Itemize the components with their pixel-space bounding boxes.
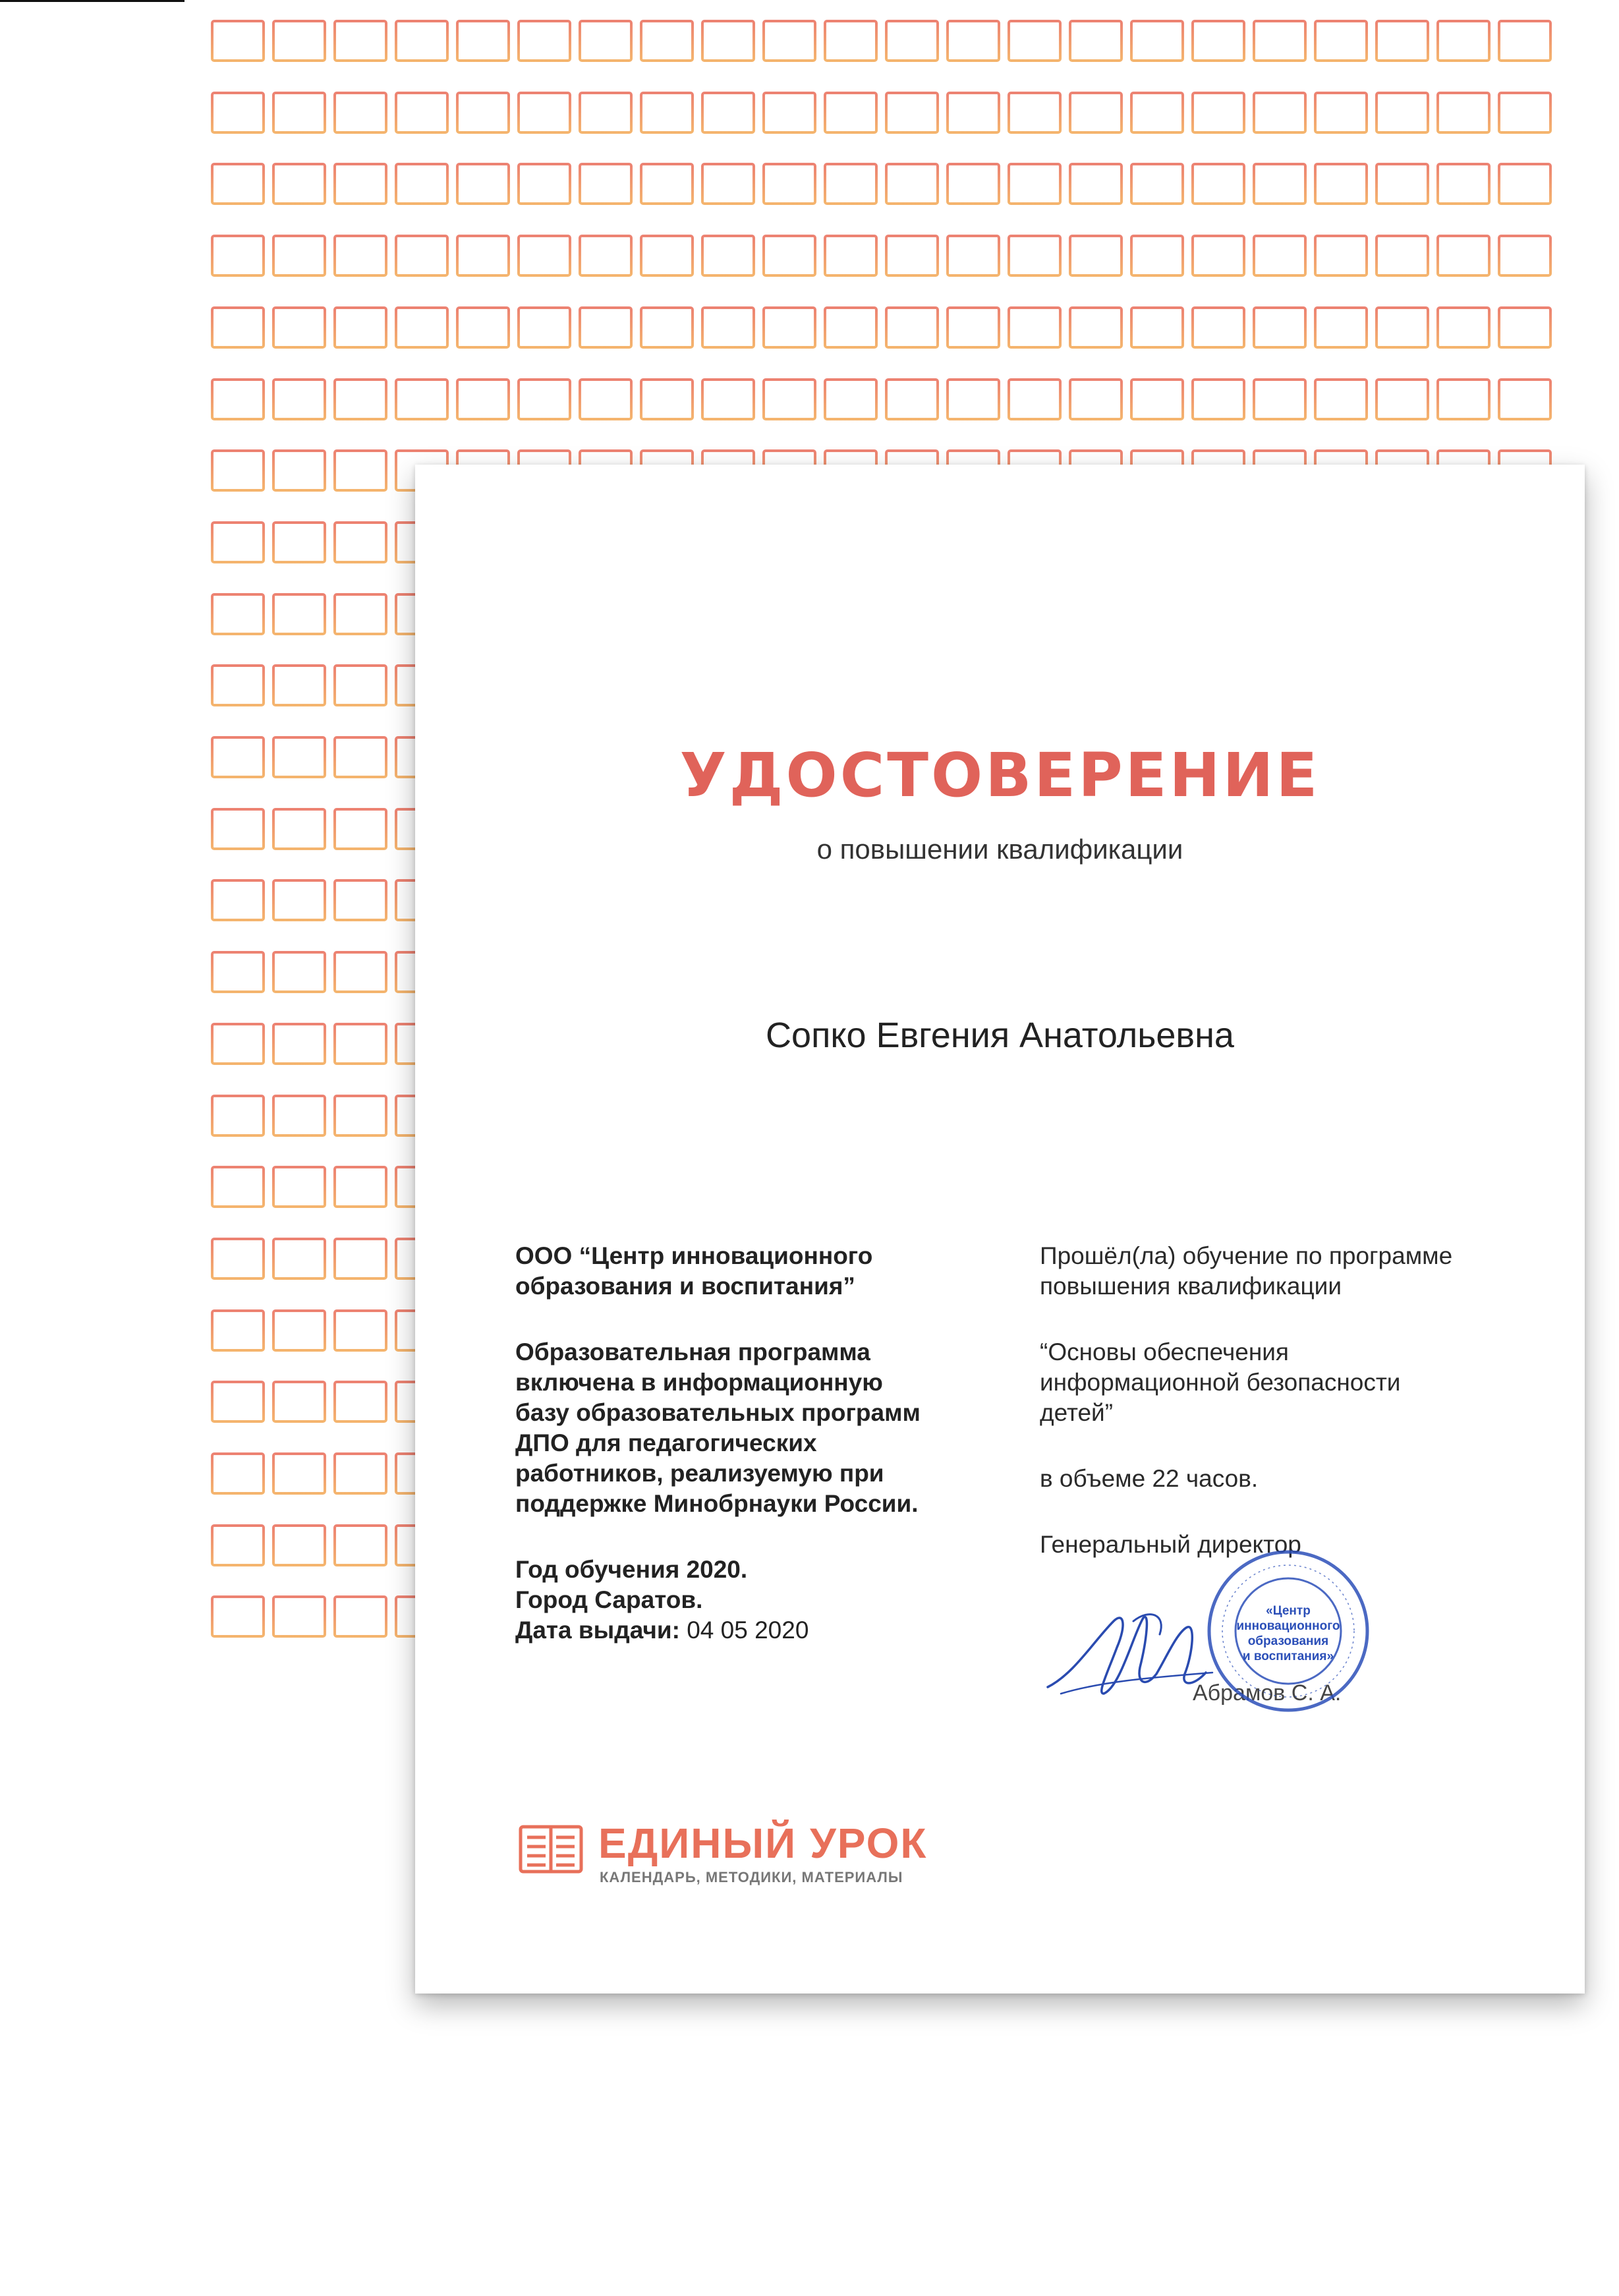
pattern-book-icon bbox=[271, 1594, 327, 1639]
pattern-book-icon bbox=[761, 18, 818, 63]
pattern-book-icon bbox=[761, 233, 818, 278]
pattern-book-icon bbox=[332, 807, 389, 851]
program-line: работников, реализуемую при bbox=[515, 1460, 884, 1487]
pattern-book-icon bbox=[577, 18, 634, 63]
pattern-book-icon bbox=[1374, 161, 1431, 206]
pattern-book-icon bbox=[332, 90, 389, 135]
pattern-book-icon bbox=[332, 1451, 389, 1496]
pattern-book-icon bbox=[393, 90, 450, 135]
pattern-book-icon bbox=[210, 1379, 266, 1424]
pattern-book-icon bbox=[1496, 377, 1553, 422]
pattern-book-icon bbox=[332, 735, 389, 780]
pattern-book-icon bbox=[271, 18, 327, 63]
completion-line: Прошёл(ла) обучение по программе bbox=[1040, 1242, 1453, 1269]
pattern-book-icon bbox=[639, 161, 695, 206]
certificate-subtitle: о повышении квалификации bbox=[816, 834, 1183, 865]
pattern-book-icon bbox=[1006, 18, 1063, 63]
pattern-book-icon bbox=[1435, 377, 1492, 422]
pattern-book-icon bbox=[210, 1308, 266, 1353]
organization-stamp bbox=[1203, 1545, 1374, 1717]
study-city: Город Саратов. bbox=[515, 1586, 703, 1613]
pattern-book-icon bbox=[1129, 18, 1185, 63]
program-statement bbox=[515, 1337, 990, 1519]
pattern-book-icon bbox=[945, 18, 1002, 63]
pattern-book-icon bbox=[761, 305, 818, 350]
pattern-book-icon bbox=[1313, 161, 1369, 206]
pattern-book-icon bbox=[1129, 377, 1185, 422]
pattern-book-icon bbox=[210, 1451, 266, 1496]
logo-name: ЕДИНЫЙ УРОК bbox=[598, 1820, 928, 1867]
study-details bbox=[515, 1555, 990, 1646]
pattern-book-icon bbox=[945, 90, 1002, 135]
pattern-book-icon bbox=[210, 377, 266, 422]
pattern-book-icon bbox=[1129, 233, 1185, 278]
recipient-name: Сопко Евгения Анатольевна bbox=[766, 1016, 1234, 1055]
program-line: включена в информационную bbox=[515, 1369, 883, 1396]
pattern-book-icon bbox=[210, 305, 266, 350]
pattern-book-icon bbox=[332, 448, 389, 493]
pattern-book-icon bbox=[332, 233, 389, 278]
pattern-book-icon bbox=[516, 18, 573, 63]
pattern-book-icon bbox=[271, 1523, 327, 1568]
pattern-book-icon bbox=[393, 305, 450, 350]
program-line: ДПО для педагогических bbox=[515, 1429, 817, 1456]
pattern-book-icon bbox=[945, 377, 1002, 422]
pattern-book-icon bbox=[271, 377, 327, 422]
pattern-book-icon bbox=[271, 1308, 327, 1353]
pattern-book-icon bbox=[1435, 18, 1492, 63]
pattern-book-icon bbox=[332, 18, 389, 63]
organization-name bbox=[515, 1241, 990, 1302]
pattern-book-icon bbox=[577, 161, 634, 206]
course-title bbox=[1040, 1337, 1541, 1428]
pattern-book-icon bbox=[1129, 90, 1185, 135]
pattern-book-icon bbox=[1067, 377, 1124, 422]
pattern-book-icon bbox=[884, 18, 940, 63]
pattern-book-icon bbox=[271, 1021, 327, 1066]
pattern-book-icon bbox=[822, 161, 879, 206]
pattern-book-icon bbox=[1374, 18, 1431, 63]
pattern-book-icon bbox=[271, 1451, 327, 1496]
pattern-book-icon bbox=[700, 161, 756, 206]
pattern-book-icon bbox=[1190, 305, 1247, 350]
pattern-book-icon bbox=[332, 663, 389, 708]
pattern-book-icon bbox=[332, 520, 389, 565]
pattern-book-icon bbox=[1435, 305, 1492, 350]
pattern-book-icon bbox=[210, 663, 266, 708]
pattern-book-icon bbox=[884, 305, 940, 350]
pattern-book-icon bbox=[332, 1093, 389, 1138]
pattern-book-icon bbox=[1190, 90, 1247, 135]
pattern-book-icon bbox=[822, 233, 879, 278]
pattern-book-icon bbox=[577, 305, 634, 350]
director-title: Генеральный директор bbox=[1040, 1531, 1301, 1558]
pattern-book-icon bbox=[1067, 161, 1124, 206]
organization-line: образования и воспитания” bbox=[515, 1273, 855, 1300]
pattern-book-icon bbox=[332, 377, 389, 422]
pattern-book-icon bbox=[1496, 90, 1553, 135]
scan-edge-mark bbox=[0, 0, 185, 2]
pattern-book-icon bbox=[1067, 90, 1124, 135]
pattern-book-icon bbox=[210, 90, 266, 135]
pattern-book-icon bbox=[516, 377, 573, 422]
book-icon bbox=[518, 1823, 584, 1876]
pattern-book-icon bbox=[393, 18, 450, 63]
stamp-text-line: «Центр bbox=[1266, 1604, 1311, 1618]
pattern-book-icon bbox=[393, 161, 450, 206]
study-year: Год обучения 2020. bbox=[515, 1556, 748, 1583]
pattern-book-icon bbox=[1190, 233, 1247, 278]
stamp-text-line: образования bbox=[1247, 1634, 1329, 1648]
pattern-book-icon bbox=[822, 305, 879, 350]
pattern-book-icon bbox=[332, 1379, 389, 1424]
pattern-book-icon bbox=[1129, 161, 1185, 206]
pattern-book-icon bbox=[700, 377, 756, 422]
pattern-book-icon bbox=[1313, 305, 1369, 350]
pattern-book-icon bbox=[271, 520, 327, 565]
pattern-book-icon bbox=[1496, 18, 1553, 63]
pattern-book-icon bbox=[700, 90, 756, 135]
pattern-book-icon bbox=[332, 1594, 389, 1639]
pattern-book-icon bbox=[455, 161, 511, 206]
pattern-book-icon bbox=[393, 377, 450, 422]
pattern-book-icon bbox=[761, 377, 818, 422]
program-line: поддержке Минобрнауки России. bbox=[515, 1490, 919, 1517]
course-volume: в объеме 22 часов. bbox=[1040, 1465, 1259, 1492]
stamp-text-line: инновационного bbox=[1236, 1619, 1340, 1633]
pattern-book-icon bbox=[210, 807, 266, 851]
pattern-book-icon bbox=[332, 950, 389, 994]
pattern-book-icon bbox=[516, 90, 573, 135]
pattern-book-icon bbox=[271, 1164, 327, 1209]
pattern-book-icon bbox=[945, 305, 1002, 350]
pattern-book-icon bbox=[332, 161, 389, 206]
pattern-book-icon bbox=[393, 233, 450, 278]
pattern-book-icon bbox=[271, 735, 327, 780]
pattern-book-icon bbox=[210, 1093, 266, 1138]
pattern-book-icon bbox=[271, 807, 327, 851]
pattern-book-icon bbox=[577, 233, 634, 278]
right-column bbox=[1040, 1241, 1541, 1560]
pattern-book-icon bbox=[639, 233, 695, 278]
pattern-book-icon bbox=[639, 90, 695, 135]
completion-line: повышения квалификации bbox=[1040, 1273, 1342, 1300]
pattern-book-icon bbox=[1190, 377, 1247, 422]
pattern-book-icon bbox=[1006, 90, 1063, 135]
pattern-book-icon bbox=[761, 161, 818, 206]
pattern-book-icon bbox=[1313, 377, 1369, 422]
stamp-text-line: и воспитания» bbox=[1242, 1650, 1334, 1663]
course-line: детей” bbox=[1040, 1399, 1114, 1426]
pattern-book-icon bbox=[332, 878, 389, 923]
pattern-book-icon bbox=[210, 18, 266, 63]
pattern-book-icon bbox=[1006, 233, 1063, 278]
pattern-book-icon bbox=[1435, 161, 1492, 206]
pattern-book-icon bbox=[210, 592, 266, 637]
logo-tagline: КАЛЕНДАРЬ, МЕТОДИКИ, МАТЕРИАЛЫ bbox=[600, 1869, 903, 1885]
pattern-book-icon bbox=[1374, 377, 1431, 422]
pattern-book-icon bbox=[577, 377, 634, 422]
pattern-book-icon bbox=[455, 305, 511, 350]
pattern-book-icon bbox=[884, 161, 940, 206]
organization-line: ООО “Центр инновационного bbox=[515, 1242, 873, 1269]
pattern-book-icon bbox=[271, 448, 327, 493]
pattern-book-icon bbox=[700, 305, 756, 350]
issue-date-row bbox=[515, 1615, 990, 1646]
pattern-book-icon bbox=[1251, 90, 1308, 135]
pattern-book-icon bbox=[1374, 233, 1431, 278]
pattern-book-icon bbox=[516, 233, 573, 278]
pattern-book-icon bbox=[577, 90, 634, 135]
program-line: Образовательная программа bbox=[515, 1338, 870, 1365]
pattern-book-icon bbox=[1251, 233, 1308, 278]
pattern-book-icon bbox=[271, 878, 327, 923]
pattern-book-icon bbox=[1251, 305, 1308, 350]
program-line: базу образовательных программ bbox=[515, 1399, 921, 1426]
pattern-book-icon bbox=[332, 592, 389, 637]
pattern-book-icon bbox=[210, 878, 266, 923]
pattern-book-icon bbox=[639, 305, 695, 350]
pattern-book-icon bbox=[332, 1164, 389, 1209]
pattern-book-icon bbox=[1129, 305, 1185, 350]
pattern-book-icon bbox=[700, 18, 756, 63]
pattern-book-icon bbox=[1496, 305, 1553, 350]
course-line: “Основы обеспечения bbox=[1040, 1338, 1289, 1365]
pattern-book-icon bbox=[761, 90, 818, 135]
pattern-book-icon bbox=[1251, 161, 1308, 206]
pattern-book-icon bbox=[1496, 161, 1553, 206]
pattern-book-icon bbox=[332, 1523, 389, 1568]
pattern-book-icon bbox=[1006, 377, 1063, 422]
pattern-book-icon bbox=[639, 377, 695, 422]
pattern-book-icon bbox=[945, 161, 1002, 206]
pattern-book-icon bbox=[1006, 305, 1063, 350]
course-line: информационной безопасности bbox=[1040, 1369, 1401, 1396]
director-name: Абрамов С. А. bbox=[1193, 1680, 1342, 1706]
pattern-book-icon bbox=[1067, 305, 1124, 350]
pattern-book-icon bbox=[700, 233, 756, 278]
pattern-book-icon bbox=[1435, 233, 1492, 278]
pattern-book-icon bbox=[516, 305, 573, 350]
pattern-book-icon bbox=[884, 233, 940, 278]
pattern-book-icon bbox=[455, 18, 511, 63]
completion-statement bbox=[1040, 1241, 1541, 1302]
pattern-book-icon bbox=[945, 233, 1002, 278]
pattern-book-icon bbox=[271, 663, 327, 708]
pattern-book-icon bbox=[1313, 233, 1369, 278]
pattern-book-icon bbox=[1251, 377, 1308, 422]
certificate-sheet bbox=[415, 465, 1585, 1994]
pattern-book-icon bbox=[332, 1236, 389, 1281]
pattern-book-icon bbox=[210, 448, 266, 493]
edinyi-urok-logo bbox=[518, 1819, 1045, 1891]
pattern-book-icon bbox=[332, 1021, 389, 1066]
pattern-book-icon bbox=[1313, 90, 1369, 135]
pattern-book-icon bbox=[210, 1594, 266, 1639]
pattern-book-icon bbox=[271, 1236, 327, 1281]
pattern-book-icon bbox=[455, 90, 511, 135]
pattern-book-icon bbox=[271, 1093, 327, 1138]
pattern-book-icon bbox=[210, 161, 266, 206]
pattern-book-icon bbox=[271, 305, 327, 350]
pattern-book-icon bbox=[332, 1308, 389, 1353]
pattern-book-icon bbox=[1435, 90, 1492, 135]
pattern-book-icon bbox=[1190, 161, 1247, 206]
pattern-book-icon bbox=[516, 161, 573, 206]
pattern-book-icon bbox=[884, 90, 940, 135]
pattern-book-icon bbox=[455, 377, 511, 422]
pattern-book-icon bbox=[210, 1164, 266, 1209]
pattern-book-icon bbox=[455, 233, 511, 278]
pattern-book-icon bbox=[822, 18, 879, 63]
pattern-book-icon bbox=[1006, 161, 1063, 206]
pattern-book-icon bbox=[1496, 233, 1553, 278]
issue-date-value: 04 05 2020 bbox=[687, 1617, 809, 1644]
pattern-book-icon bbox=[1067, 233, 1124, 278]
pattern-book-icon bbox=[1313, 18, 1369, 63]
pattern-book-icon bbox=[271, 1379, 327, 1424]
pattern-book-icon bbox=[332, 305, 389, 350]
pattern-book-icon bbox=[1374, 305, 1431, 350]
pattern-book-icon bbox=[210, 1021, 266, 1066]
pattern-book-icon bbox=[1251, 18, 1308, 63]
pattern-book-icon bbox=[1374, 90, 1431, 135]
pattern-book-icon bbox=[639, 18, 695, 63]
pattern-book-icon bbox=[1067, 18, 1124, 63]
pattern-book-icon bbox=[210, 735, 266, 780]
left-column bbox=[515, 1241, 990, 1646]
pattern-book-icon bbox=[210, 233, 266, 278]
pattern-book-icon bbox=[210, 1523, 266, 1568]
pattern-book-icon bbox=[210, 1236, 266, 1281]
pattern-book-icon bbox=[271, 161, 327, 206]
pattern-book-icon bbox=[822, 90, 879, 135]
pattern-book-icon bbox=[271, 592, 327, 637]
pattern-book-icon bbox=[271, 90, 327, 135]
pattern-book-icon bbox=[210, 950, 266, 994]
pattern-book-icon bbox=[1190, 18, 1247, 63]
issue-date-label: Дата выдачи: bbox=[515, 1617, 680, 1644]
certificate-title: УДОСТОВЕРЕНИЕ bbox=[679, 740, 1321, 811]
pattern-book-icon bbox=[210, 520, 266, 565]
pattern-book-icon bbox=[271, 233, 327, 278]
pattern-book-icon bbox=[271, 950, 327, 994]
pattern-book-icon bbox=[884, 377, 940, 422]
pattern-book-icon bbox=[822, 377, 879, 422]
